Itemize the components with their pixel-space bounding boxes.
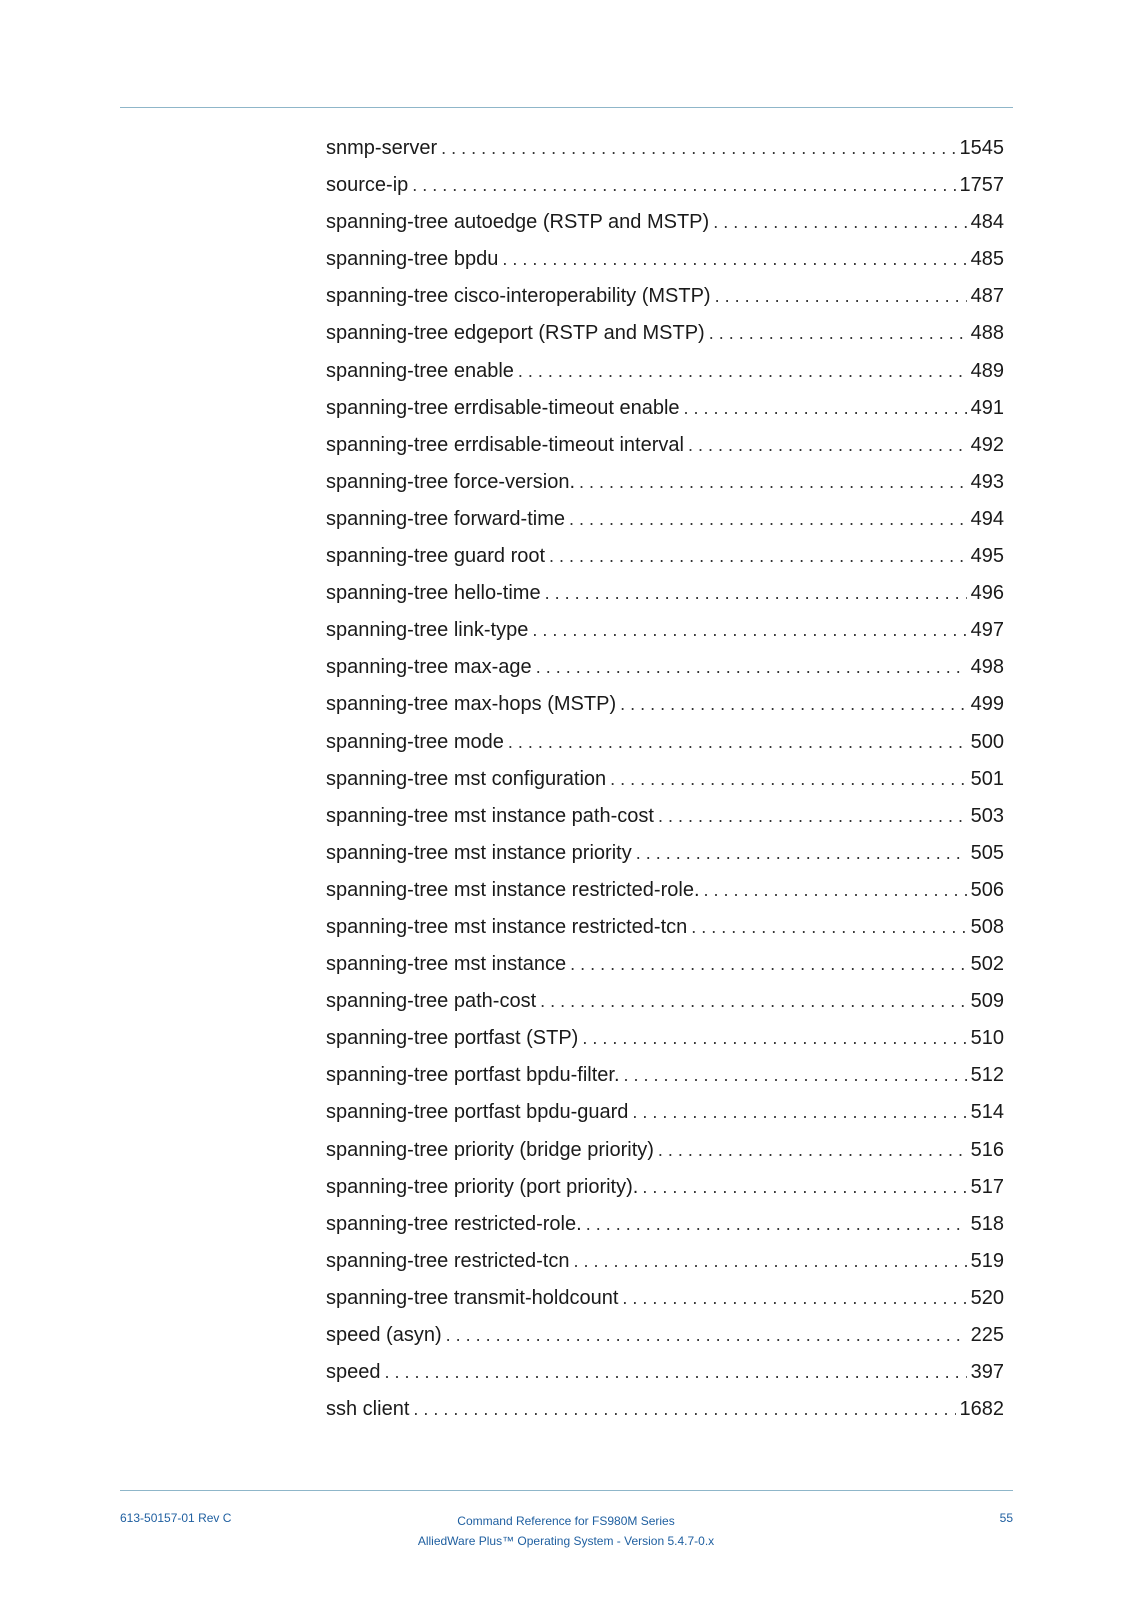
index-entry-page: 485 xyxy=(970,248,1004,271)
footer-rule xyxy=(120,1490,1013,1491)
index-entry-title: spanning-tree transmit-holdcount xyxy=(326,1286,619,1309)
index-entry-title: ssh client xyxy=(326,1398,410,1421)
index-entry-page: 516 xyxy=(970,1138,1004,1161)
index-entry-page: 493 xyxy=(970,470,1004,493)
index-entry-page: 509 xyxy=(970,990,1004,1013)
index-entry-page: 487 xyxy=(970,285,1004,308)
index-entry[interactable] xyxy=(326,946,1004,983)
index-entry-title: spanning-tree autoedge (RSTP and MSTP) xyxy=(326,211,710,234)
index-entry[interactable] xyxy=(326,464,1004,501)
index-entry[interactable] xyxy=(326,798,1004,835)
index-entry-page: 498 xyxy=(970,656,1004,679)
index-entry[interactable] xyxy=(326,835,1004,872)
index-entry[interactable] xyxy=(326,278,1004,315)
dot-leader xyxy=(620,686,967,723)
header-rule xyxy=(120,107,1013,108)
index-entry-title: spanning-tree bpdu xyxy=(326,248,499,271)
index-entry[interactable] xyxy=(326,427,1004,464)
footer-page-number: 55 xyxy=(999,1511,1013,1525)
index-entry[interactable] xyxy=(326,501,1004,538)
footer-title-block xyxy=(366,1511,766,1551)
index-entry-title: spanning-tree guard root xyxy=(326,545,546,568)
index-entry-page: 495 xyxy=(970,545,1004,568)
index-entry[interactable] xyxy=(326,686,1004,723)
index-entry-page: 518 xyxy=(970,1212,1004,1235)
index-entry-title: spanning-tree restricted-tcn xyxy=(326,1249,570,1272)
index-entry-page: 508 xyxy=(970,915,1004,938)
index-entry[interactable] xyxy=(326,353,1004,390)
index-entry-page: 512 xyxy=(970,1064,1004,1087)
index-entry-page: 1545 xyxy=(959,137,1004,159)
index-entry[interactable] xyxy=(326,1094,1004,1131)
dot-leader xyxy=(446,1317,967,1354)
index-entry-title: snmp-server xyxy=(326,137,438,159)
index-entry-page: 506 xyxy=(970,878,1004,901)
index-entry-title: speed (asyn) xyxy=(326,1324,442,1346)
index-entry-page: 484 xyxy=(970,211,1004,234)
index-entry[interactable] xyxy=(326,872,1004,909)
index-entry-page: 500 xyxy=(970,730,1004,753)
index-entry-page: 501 xyxy=(970,767,1004,790)
dot-leader xyxy=(622,1280,966,1317)
index-entry-title: spanning-tree priority (port priority). xyxy=(326,1175,639,1198)
dot-leader xyxy=(715,278,967,315)
index-entry[interactable] xyxy=(326,1020,1004,1057)
dot-leader xyxy=(536,649,967,686)
dot-leader xyxy=(545,575,967,612)
index-entry-page: 496 xyxy=(970,582,1004,605)
index-entry[interactable] xyxy=(326,909,1004,946)
dot-leader xyxy=(549,538,967,575)
index-entry[interactable] xyxy=(326,204,1004,241)
dot-leader xyxy=(658,1132,967,1169)
index-entry[interactable] xyxy=(326,983,1004,1020)
index-entry[interactable] xyxy=(326,538,1004,575)
index-entry-title: spanning-tree restricted-role. xyxy=(326,1212,582,1235)
index-entry[interactable] xyxy=(326,649,1004,686)
index-entry[interactable] xyxy=(326,1280,1004,1317)
index-entry-title: spanning-tree mst instance restricted-tcn xyxy=(326,915,688,938)
index-entry-page: 1757 xyxy=(959,174,1004,197)
index-entry[interactable] xyxy=(326,390,1004,427)
index-entry-page: 491 xyxy=(970,396,1004,419)
index-entry[interactable] xyxy=(326,1354,1004,1391)
dot-leader xyxy=(709,315,967,352)
index-entry-title: spanning-tree mst instance restricted-role. xyxy=(326,878,700,901)
index-entry-title: spanning-tree mst instance xyxy=(326,953,567,976)
index-entry-page: 488 xyxy=(970,322,1004,345)
index-entry-title: spanning-tree max-age xyxy=(326,656,532,679)
dot-leader xyxy=(570,946,966,983)
index-entry[interactable] xyxy=(326,1057,1004,1094)
index-entry-title: spanning-tree path-cost xyxy=(326,990,537,1013)
index-entry-page: 499 xyxy=(970,693,1004,716)
index-entry-title: spanning-tree forward-time xyxy=(326,507,565,530)
footer-doc-number: 613-50157-01 Rev C xyxy=(120,1511,232,1525)
index-entry-title: spanning-tree max-hops (MSTP) xyxy=(326,693,617,716)
index-entry-page: 510 xyxy=(970,1027,1004,1050)
dot-leader xyxy=(413,1391,955,1428)
dot-leader xyxy=(713,204,966,241)
dot-leader xyxy=(540,983,966,1020)
index-entry-page: 492 xyxy=(970,433,1004,456)
dot-leader xyxy=(582,1020,966,1057)
index-entry[interactable] xyxy=(326,1317,1004,1354)
index-entry[interactable] xyxy=(326,315,1004,352)
index-entry-page: 397 xyxy=(970,1361,1004,1384)
dot-leader xyxy=(636,835,967,872)
index-entry[interactable] xyxy=(326,761,1004,798)
dot-leader xyxy=(658,798,967,835)
dot-leader xyxy=(688,427,967,464)
index-entry-title: spanning-tree portfast (STP) xyxy=(326,1027,579,1050)
index-entry-title: spanning-tree errdisable-timeout enable xyxy=(326,396,680,419)
dot-leader xyxy=(441,130,955,167)
dot-leader xyxy=(704,872,967,909)
dot-leader xyxy=(684,390,967,427)
index-entry-title: spanning-tree mode xyxy=(326,730,504,753)
dot-leader xyxy=(502,241,966,278)
index-entry[interactable] xyxy=(326,1132,1004,1169)
dot-leader xyxy=(518,353,967,390)
index-entry-title: spanning-tree portfast bpdu-filter. xyxy=(326,1064,620,1087)
index-entry[interactable] xyxy=(326,1169,1004,1206)
index-entry[interactable] xyxy=(326,130,1004,167)
index-entry-page: 225 xyxy=(970,1324,1004,1346)
index-entry[interactable] xyxy=(326,1391,1004,1428)
index-entry-title: spanning-tree edgeport (RSTP and MSTP) xyxy=(326,322,705,345)
dot-leader xyxy=(385,1354,967,1391)
index-entry-title: spanning-tree hello-time xyxy=(326,582,541,605)
index-entry-title: spanning-tree mst configuration xyxy=(326,767,607,790)
index-entry-page: 519 xyxy=(970,1249,1004,1272)
index-entry-title: spanning-tree enable xyxy=(326,359,514,382)
index-entry[interactable] xyxy=(326,167,1004,204)
index-entry-title: spanning-tree errdisable-timeout interval xyxy=(326,433,684,456)
index-entry[interactable] xyxy=(326,612,1004,649)
dot-leader xyxy=(532,612,966,649)
dot-leader xyxy=(412,167,955,204)
dot-leader xyxy=(642,1169,966,1206)
dot-leader xyxy=(586,1206,967,1243)
index-entry-page: 502 xyxy=(970,953,1004,976)
index-entry-title: spanning-tree cisco-interoperability (MSTP) xyxy=(326,285,711,308)
index-entry[interactable] xyxy=(326,1243,1004,1280)
index-entry-title: spanning-tree portfast bpdu-guard xyxy=(326,1101,629,1124)
index-entry-page: 505 xyxy=(970,841,1004,864)
index-entry-page: 494 xyxy=(970,507,1004,530)
index-entry-title: source-ip xyxy=(326,174,409,197)
index-entry[interactable] xyxy=(326,1206,1004,1243)
dot-leader xyxy=(632,1094,966,1131)
index-entry-title: spanning-tree link-type xyxy=(326,619,529,642)
index-entry-page: 497 xyxy=(970,619,1004,642)
dot-leader xyxy=(624,1057,967,1094)
dot-leader xyxy=(508,724,967,761)
index-entry[interactable] xyxy=(326,724,1004,761)
index-entry-page: 520 xyxy=(970,1286,1004,1309)
index-entry[interactable] xyxy=(326,575,1004,612)
footer-title-line1: Command Reference for FS980M Series xyxy=(457,1514,675,1528)
index-entry-title: speed xyxy=(326,1361,381,1384)
index-entry-page: 514 xyxy=(970,1101,1004,1124)
dot-leader xyxy=(569,501,967,538)
index-entry-page: 489 xyxy=(970,359,1004,382)
index-entry-page: 1682 xyxy=(959,1398,1004,1421)
index-entry-list xyxy=(326,130,1004,1428)
dot-leader xyxy=(573,1243,966,1280)
index-entry-title: spanning-tree mst instance path-cost xyxy=(326,804,654,827)
index-entry-title: spanning-tree force-version. xyxy=(326,470,576,493)
index-entry-title: spanning-tree priority (bridge priority) xyxy=(326,1138,654,1161)
index-entry[interactable] xyxy=(326,241,1004,278)
index-entry-page: 517 xyxy=(970,1175,1004,1198)
index-entry-page: 503 xyxy=(970,804,1004,827)
footer-title-line2: AlliedWare Plus™ Operating System - Version 5.4.7-0.x xyxy=(417,1534,715,1548)
dot-leader xyxy=(610,761,966,798)
dot-leader xyxy=(691,909,966,946)
dot-leader xyxy=(579,464,967,501)
index-entry-title: spanning-tree mst instance priority xyxy=(326,841,632,864)
